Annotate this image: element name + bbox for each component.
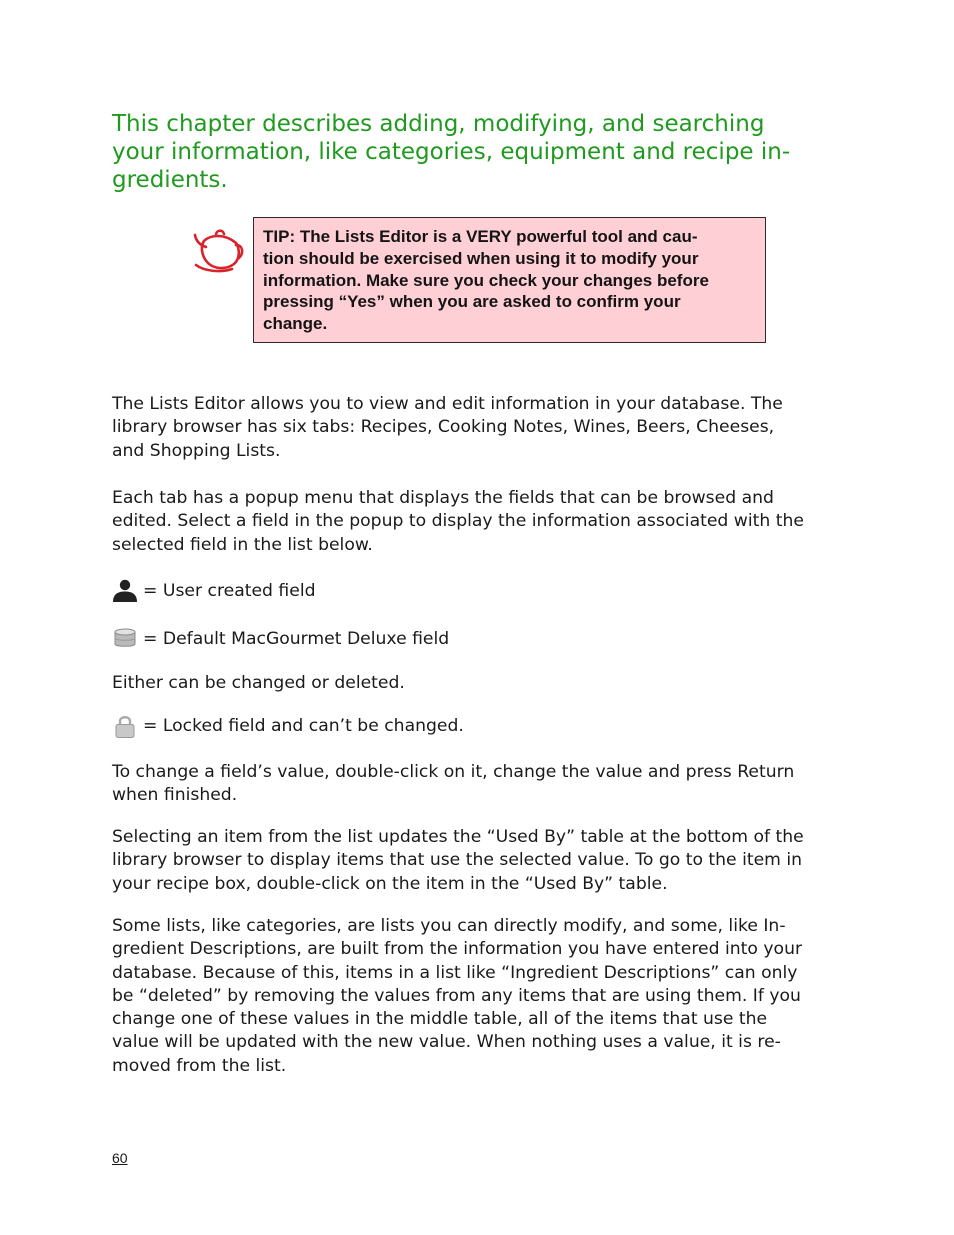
legend-default-field: [112, 626, 449, 652]
legend-locked-field: [112, 713, 464, 739]
legend-user-field: [112, 578, 316, 604]
user-silhouette-icon: [112, 578, 138, 604]
page-number: 60: [112, 1150, 128, 1166]
legend-user-text: = User created field: [143, 580, 316, 601]
paragraph-change-value: To change a field’s value, double-click on it, change the value and press Return when finished.: [112, 762, 795, 806]
paragraph-lists-editor: The Lists Editor allows you to view and edit information in your database. The library browser has six tabs: Recipes, Cooking Notes, Wines, Beers, Cheeses, and Shopping Lists.: [112, 394, 783, 461]
paragraph-used-by: Selecting an item from the list updates the “Used By” table at the bottom of the library browser to display items that use the selected value. To go to the item in your recipe box, double-click on the item in the “Used By” table.: [112, 827, 804, 894]
database-cylinder-icon: [112, 626, 138, 652]
tip-box: [253, 217, 766, 343]
padlock-icon: [112, 713, 138, 739]
paragraph-popup-menu: Each tab has a popup menu that displays the fields that can be browsed and edited. Select a field in the popup to display the information associated with the selected field in the list below.: [112, 488, 804, 555]
legend-locked-text: = Locked field and can’t be changed.: [143, 715, 464, 736]
teapot-icon: [190, 223, 246, 275]
legend-default-text: = Default MacGourmet Deluxe field: [143, 628, 450, 649]
paragraph-either-changed: Either can be changed or deleted.: [112, 673, 405, 693]
paragraph-some-lists: Some lists, like categories, are lists you can directly modify, and some, like In- gredient Descriptions, are built from the information you have entered into your database. Because of this, items in a list like “Ingredient Descriptions” can only be “deleted” by removing the values from any items that are using them. If you change one of these values in the middle table, all of the items that use the value will be updated with the new value. When nothing uses a value, it is re- moved from the list.: [112, 916, 803, 1076]
tip-text: TIP: The Lists Editor is a VERY powerful tool and cau- tion should be exercised when using it to modify your information. Make sure you check your changes before pressing “Yes” when you are asked to confirm your change.: [263, 227, 709, 334]
chapter-intro: This chapter describes adding, modifying, and searching your information, like categories, equipment and recipe in- gredients.: [112, 111, 791, 193]
